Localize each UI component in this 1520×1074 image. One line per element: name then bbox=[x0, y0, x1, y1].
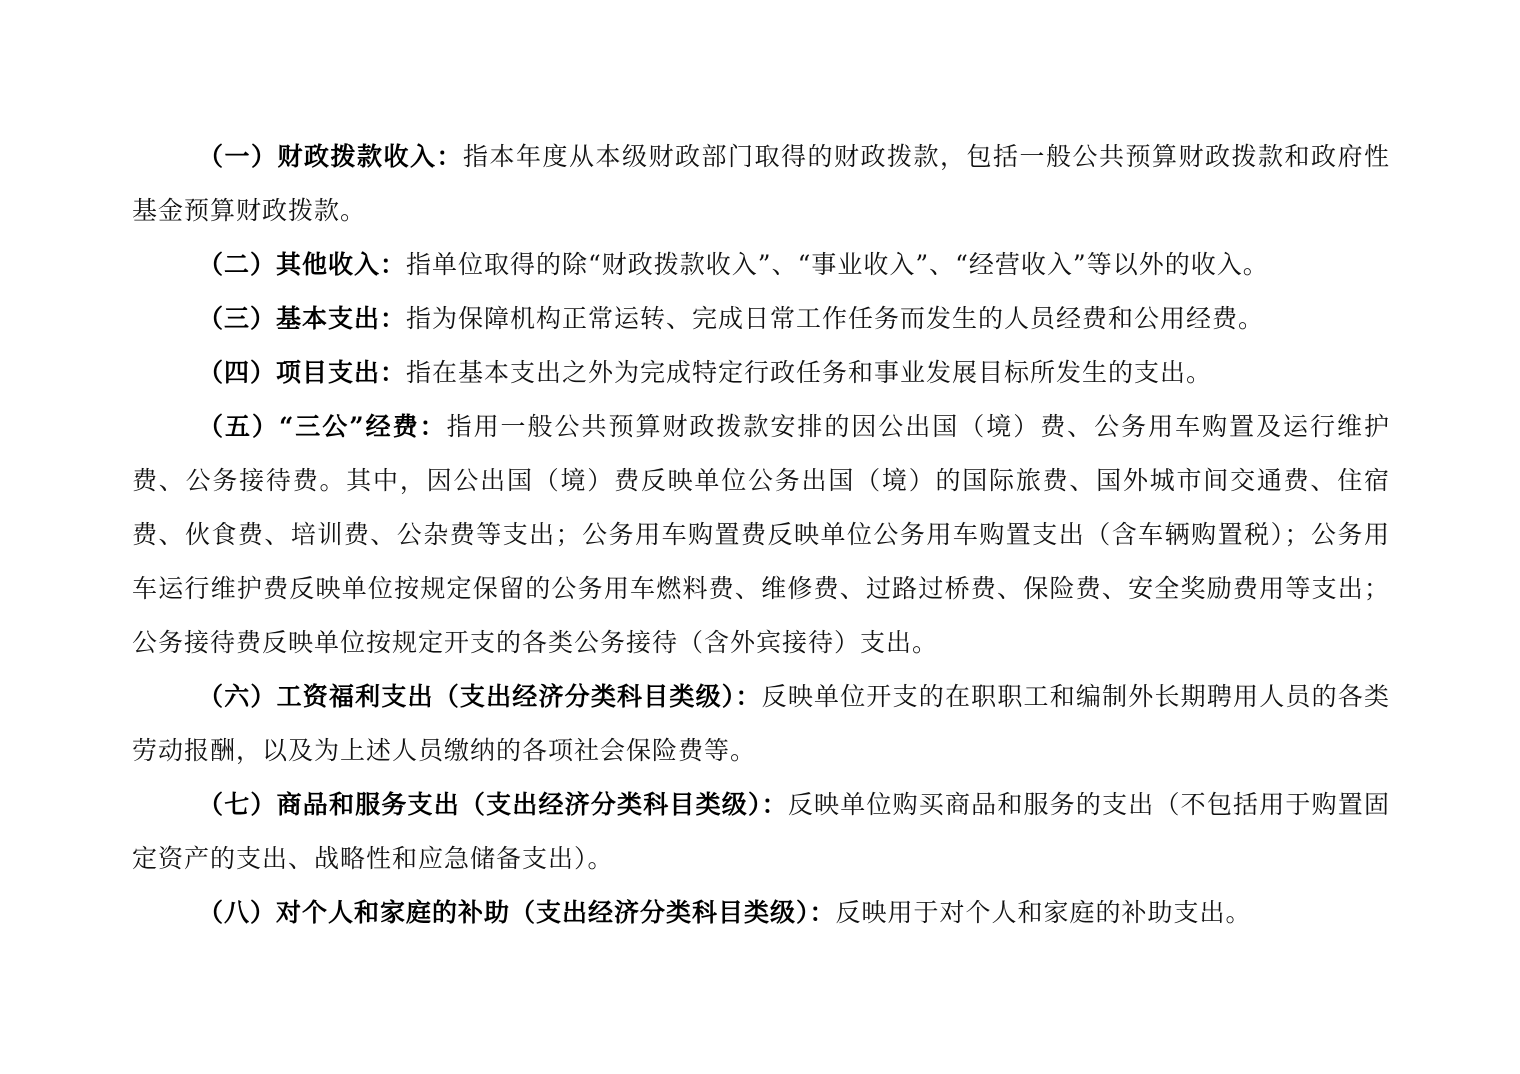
term-definition: 指用一般公共预算财政拨款安排的因公出国（境）费、公务用车购置及运行维护费、公务接待费。其中，因公出国（境）费反映单位公务出国（境）的国际旅费、国外城市间交通费、住宿费、伙食费、培训费、公杂费等支出；公务用车购置费反映单位公务用车购置支出（含车辆购置税）；公务用车运行维护费反映单位按规定保留的公务用车燃料费、维修费、过路过桥费、保险费、安全奖励费用等支出；公务接待费反映单位按规定开支的各类公务接待（含外宾接待）支出。 bbox=[132, 412, 1390, 657]
term-label: （六）工资福利支出（支出经济分类科目类级）： bbox=[198, 682, 762, 711]
term-label: （一）财政拨款收入： bbox=[198, 142, 463, 171]
paragraph-other-income bbox=[132, 238, 1390, 292]
document-body bbox=[132, 130, 1390, 940]
term-definition: 指本年度从本级财政部门取得的财政拨款，包括一般公共预算财政拨款和政府性基金预算财政拨款。 bbox=[132, 142, 1390, 225]
paragraph-basic-expenditure bbox=[132, 292, 1390, 346]
term-label: （四）项目支出： bbox=[198, 358, 407, 387]
term-label: （三）基本支出： bbox=[198, 304, 407, 333]
term-label: （七）商品和服务支出（支出经济分类科目类级）： bbox=[198, 790, 788, 819]
term-definition: 反映单位购买商品和服务的支出（不包括用于购置固定资产的支出、战略性和应急储备支出）。 bbox=[132, 790, 1390, 873]
paragraph-fiscal-appropriation-income bbox=[132, 130, 1390, 238]
term-label: （二）其他收入： bbox=[198, 250, 407, 279]
paragraph-household-subsidies bbox=[132, 886, 1390, 940]
term-label: （五）“三公”经费： bbox=[198, 412, 447, 441]
term-definition: 反映用于对个人和家庭的补助支出。 bbox=[835, 898, 1252, 927]
term-definition: 指在基本支出之外为完成特定行政任务和事业发展目标所发生的支出。 bbox=[406, 358, 1213, 387]
term-definition: 指单位取得的除“财政拨款收入”、“事业收入”、“经营收入”等以外的收入。 bbox=[406, 250, 1269, 279]
paragraph-three-public-expenses bbox=[132, 400, 1390, 670]
paragraph-project-expenditure bbox=[132, 346, 1390, 400]
term-label: （八）对个人和家庭的补助（支出经济分类科目类级）： bbox=[198, 898, 836, 927]
term-definition: 反映单位开支的在职职工和编制外长期聘用人员的各类劳动报酬，以及为上述人员缴纳的各项社会保险费等。 bbox=[132, 682, 1390, 765]
paragraph-goods-services bbox=[132, 778, 1390, 886]
paragraph-wages-welfare bbox=[132, 670, 1390, 778]
term-definition: 指为保障机构正常运转、完成日常工作任务而发生的人员经费和公用经费。 bbox=[406, 304, 1265, 333]
